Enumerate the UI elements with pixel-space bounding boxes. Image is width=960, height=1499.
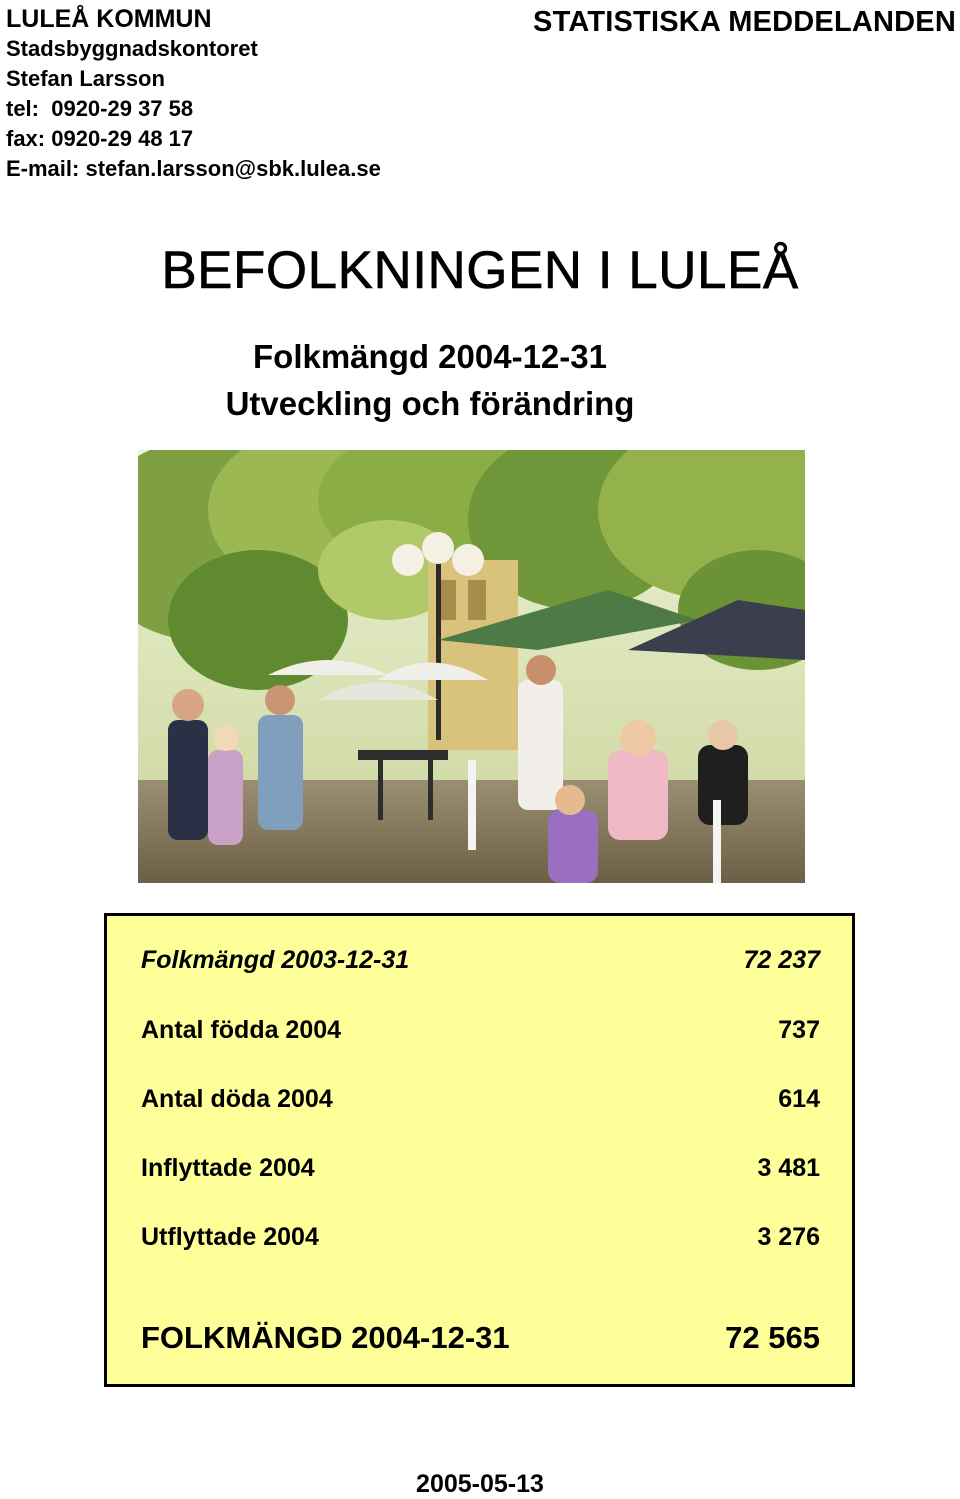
stat-value: 72 565 bbox=[725, 1320, 820, 1355]
series-title: STATISTISKA MEDDELANDEN bbox=[533, 6, 956, 38]
stat-value: 72 237 bbox=[743, 946, 820, 974]
stat-row-out-migration bbox=[141, 1223, 820, 1252]
document-subtitle-date: Folkmängd 2004-12-31 bbox=[253, 338, 607, 375]
stat-label: Antal födda 2004 bbox=[141, 1016, 342, 1044]
document-subtitle-topic: Utveckling och förändring bbox=[225, 385, 635, 422]
stat-row-population-start bbox=[141, 946, 820, 975]
statistics-box bbox=[104, 913, 855, 1387]
stat-value: 3 481 bbox=[757, 1154, 820, 1182]
stat-label: Antal döda 2004 bbox=[141, 1085, 333, 1113]
stat-value: 737 bbox=[778, 1016, 820, 1044]
stat-label: Folkmängd 2003-12-31 bbox=[141, 946, 410, 974]
contact-phone: tel: 0920-29 37 58 bbox=[6, 96, 194, 121]
contact-fax: fax: 0920-29 48 17 bbox=[6, 126, 194, 151]
stat-value: 3 276 bbox=[757, 1223, 820, 1251]
stat-row-births bbox=[141, 1016, 820, 1045]
stat-value: 614 bbox=[778, 1085, 820, 1113]
department-name: Stadsbyggnadskontoret bbox=[6, 36, 258, 61]
stat-label: FOLKMÄNGD 2004-12-31 bbox=[141, 1320, 510, 1355]
document-title: BEFOLKNINGEN I LULEÅ bbox=[161, 241, 799, 300]
street-cafe-photo bbox=[138, 450, 805, 883]
organization-name: LULEÅ KOMMUN bbox=[6, 5, 212, 33]
contact-email: E-mail: stefan.larsson@sbk.lulea.se bbox=[6, 156, 381, 181]
stat-label: Inflyttade 2004 bbox=[141, 1154, 315, 1182]
stat-row-deaths bbox=[141, 1085, 820, 1114]
contact-name: Stefan Larsson bbox=[6, 66, 165, 91]
contact-block bbox=[6, 4, 381, 184]
stat-row-population-total bbox=[141, 1320, 820, 1356]
stat-label: Utflyttade 2004 bbox=[141, 1223, 319, 1251]
stat-row-in-migration bbox=[141, 1154, 820, 1183]
publication-date: 2005-05-13 bbox=[416, 1470, 544, 1498]
